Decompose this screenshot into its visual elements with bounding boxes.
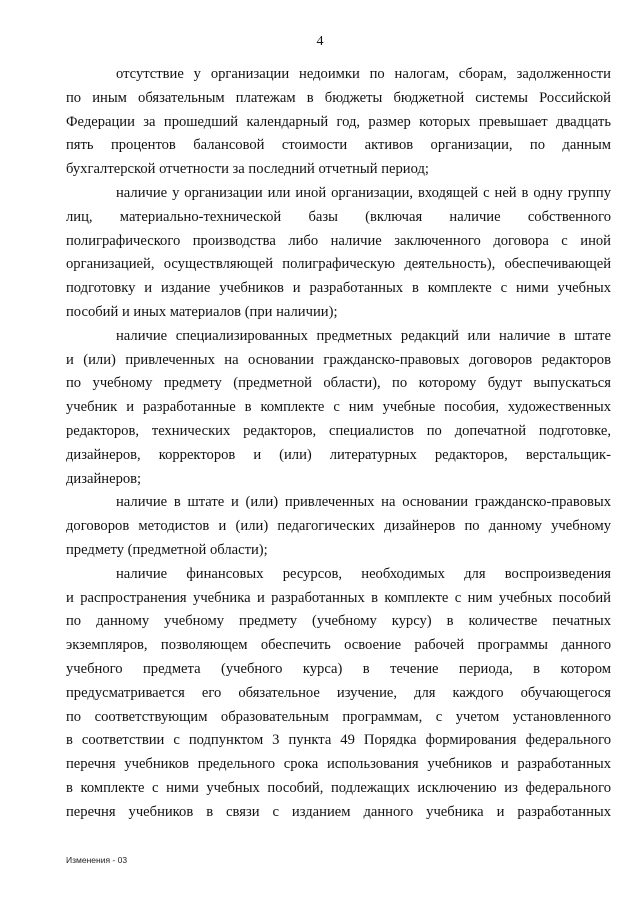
text-line: дизайнеров; <box>66 470 142 487</box>
text-line: наличие специализированных предметных редакций или наличие в штате <box>116 327 611 344</box>
text-line: организацией, осуществляющей полиграфическую деятельность), обеспечивающей <box>66 256 611 273</box>
text-line: дизайнеров, корректоров и (или) литературных редакторов, верстальщик- <box>66 446 611 463</box>
text-line: учебник и разработанные в комплекте с ним учебные пособия, художественных <box>66 399 611 416</box>
text-line: перечня учебников в связи с изданием данного учебника и разработанных <box>66 803 611 820</box>
text-line: предусматривается его обязательное изучение, для каждого обучающегося <box>66 684 611 701</box>
text-line: и (или) привлеченных на основании гражданско-правовых договоров редакторов <box>66 351 611 368</box>
text-line: предмету (предметной области); <box>66 541 268 558</box>
document-body <box>66 63 611 825</box>
text-line: перечня учебников предельного срока использования учебников и разработанных <box>66 756 611 773</box>
text-line: бухгалтерской отчетности за последний отчетный период; <box>66 161 429 178</box>
text-line: пособий и иных материалов (при наличии); <box>66 303 338 320</box>
paragraph <box>66 182 611 325</box>
footer-revision-note: Изменения - 03 <box>66 855 128 865</box>
paragraph <box>66 325 611 492</box>
text-line: наличие у организации или иной организации, входящей с ней в одну группу <box>116 184 611 201</box>
text-line: договоров методистов и (или) педагогических дизайнеров по данному учебному <box>66 518 611 535</box>
text-line: пять процентов балансовой стоимости активов организации, по данным <box>66 137 611 154</box>
text-line: наличие в штате и (или) привлеченных на основании гражданско-правовых <box>116 494 611 511</box>
text-line: Федерации за прошедший календарный год, размер которых превышает двадцать <box>66 113 611 130</box>
paragraph <box>66 63 611 182</box>
text-line: экземпляров, позволяющем обеспечить освоение рабочей программы данного <box>66 637 611 654</box>
text-line: редакторов, технических редакторов, специалистов по допечатной подготовке, <box>66 422 611 439</box>
text-line: по соответствующим образовательным программам, с учетом установленного <box>66 708 611 725</box>
text-line: наличие финансовых ресурсов, необходимых для воспроизведения <box>116 565 611 582</box>
text-line: в комплекте с ними учебных пособий, подлежащих исключению из федерального <box>66 779 611 796</box>
text-line: отсутствие у организации недоимки по налогам, сборам, задолженности <box>116 66 611 82</box>
text-line: по иным обязательным платежам в бюджеты бюджетной системы Российской <box>66 89 611 106</box>
text-line: полиграфического производства либо наличие заключенного договора с иной <box>66 232 611 249</box>
text-line: подготовку и издание учебников и разработанных в комплекте с ними учебных <box>66 280 611 297</box>
text-line: по данному учебному предмету (учебному курсу) в количестве печатных <box>66 613 611 630</box>
page-number: 4 <box>316 34 324 49</box>
text-line: лиц, материально-технической базы (включая наличие собственного <box>66 208 611 225</box>
text-line: и распространения учебника и разработанных в комплекте с ним учебных пособий <box>66 589 611 606</box>
text-line: по учебному предмету (предметной области), по которому будут выпускаться <box>66 375 611 392</box>
paragraph <box>66 563 611 825</box>
paragraph <box>66 491 611 562</box>
text-line: учебного предмета (учебного курса) в течение периода, в котором <box>66 660 611 677</box>
text-line: в соответствии с подпунктом 3 пункта 49 Порядка формирования федерального <box>66 732 611 749</box>
